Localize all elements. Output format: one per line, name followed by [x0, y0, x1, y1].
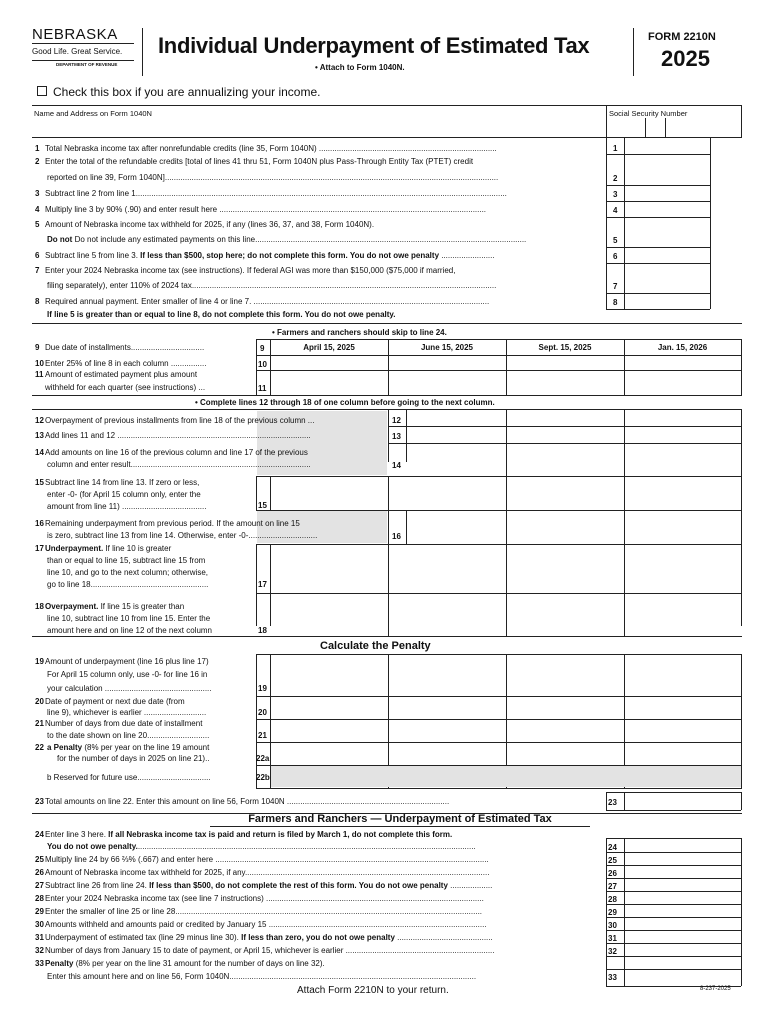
line-5-text-rest: Do not include any estimated payments on this line.......................................................................................................................... — [74, 235, 527, 244]
line-20-text-2: line 9), whichever is earlier ............................ — [47, 708, 207, 717]
name-address-label: Name and Address on Form 1040N — [34, 109, 152, 118]
line-4-amount[interactable] — [625, 202, 709, 217]
due-date-1: April 15, 2025 — [303, 343, 355, 352]
line-4-text: Multiply line 3 by 90% (.90) and enter result here ........................................................................................................................ — [45, 205, 487, 214]
line-5-amount[interactable] — [625, 232, 709, 247]
line-14-text-cont: column and enter result................................................................................. — [47, 460, 311, 469]
line-11-text: Amount of estimated payment plus amount — [45, 370, 198, 379]
line-6-text: Subtract line 5 from line 3. If less than $500, stop here; do not complete this form. You do not owe penalty ........................ — [45, 251, 495, 260]
line-9-text: Due date of installments................................. — [45, 343, 205, 352]
line-24-text: Enter line 3 here. If all Nebraska income tax is paid and return is filed by March 1, do not complete this form. — [45, 830, 453, 839]
line-18-text-2: line 10, subtract line 10 from line 15. Enter the — [47, 614, 211, 623]
annualizing-label: Check this box if you are annualizing your income. — [53, 85, 321, 99]
line-17-text-2: than or equal to line 15, subtract line 15 from — [47, 556, 206, 565]
line-7-text: Enter your 2024 Nebraska income tax (see instructions). If federal AGI was more than $150,000 ($75,000 if married, — [45, 266, 456, 275]
name-address-field[interactable] — [32, 106, 606, 136]
line-6-amount[interactable] — [625, 248, 709, 263]
line-28-text: Enter your 2024 Nebraska income tax (see line 7 instructions) .................................................................................................. — [45, 894, 484, 903]
line-3-amount[interactable] — [625, 186, 709, 201]
line-21-text: Number of days from due date of installment — [45, 719, 203, 728]
line-23-text: Total amounts on line 22. Enter this amount on line 56, Form 1040N ......................................................................... — [45, 797, 450, 806]
line-10-col1[interactable] — [271, 356, 387, 369]
line-17-text-3: line 10, and go to the next column; otherwise, — [47, 568, 208, 577]
line-24-text-2: You do not owe penalty......................................................................................................................................................... — [47, 842, 476, 851]
form-number: FORM 2210N — [648, 31, 716, 43]
form-title: Individual Underpayment of Estimated Tax — [158, 33, 590, 58]
line-3-text: Subtract line 2 from line 1....................................................................................................................................................................... — [45, 189, 507, 198]
logo-brand: NEBRASKA — [32, 26, 118, 43]
line-25-text: Multiply line 24 by 66 ⅔% (.667) and enter here ........................................................................................................................... — [45, 855, 489, 864]
line-8-note: If line 5 is greater than or equal to line 8, do not complete this form. You do not owe penalty. — [47, 310, 396, 319]
line-18-text-3: amount here and on line 12 of the next column — [47, 626, 212, 635]
line-7-amount[interactable] — [625, 278, 709, 293]
line-33-text: Penalty (8% per year on the line 31 amount for the number of days on line 32). — [45, 959, 325, 968]
line-22a-text-2: for the number of days in 2025 on line 21).. — [57, 754, 210, 763]
line-15-text-2: enter -0- (for April 15 column only, enter the — [47, 490, 201, 499]
line-2-amount[interactable] — [625, 170, 709, 185]
line-15-text-3: amount from line 11) ...................................... — [47, 502, 207, 511]
line-1-text: Total Nebraska income tax after nonrefundable credits (line 35, Form 1040N) ................................................................................ — [45, 144, 497, 153]
line-33-text-2: Enter this amount here and on line 56, Form 1040N............................................................................................................... — [47, 972, 477, 981]
farmers-skip-note: • Farmers and ranchers should skip to line 24. — [272, 328, 447, 337]
line-12-text: Overpayment of previous installments from line 18 of the previous column ... — [45, 416, 315, 425]
line-17-text-4: go to line 18..................................................... — [47, 580, 209, 589]
line-23-amount[interactable] — [625, 793, 740, 809]
line-30-text: Amounts withheld and amounts paid or credited by January 15 .................................................................................................. — [45, 920, 487, 929]
line-15-text: Subtract line 14 from line 13. If zero or less, — [45, 478, 200, 487]
line-19-text-2: For April 15 column only, use -0- for line 16 in — [47, 670, 208, 679]
penalty-title: Calculate the Penalty — [320, 640, 431, 652]
logo-tagline: Good Life. Great Service. — [32, 47, 123, 56]
line-29-text: Enter the smaller of line 25 or line 28.......................................................................................................................................... — [45, 907, 483, 916]
line-20-text: Date of payment or next due date (from — [45, 697, 185, 706]
annualizing-checkbox[interactable] — [37, 86, 47, 96]
due-date-3: Sept. 15, 2025 — [538, 343, 592, 352]
form-code: 8-237-2025 — [700, 986, 731, 992]
line-10-text: Enter 25% of line 8 in each column ................ — [45, 359, 207, 368]
ssn-label: Social Security Number — [609, 109, 688, 118]
complete-note: • Complete lines 12 through 18 of one column before going to the next column. — [195, 398, 495, 407]
line-19-text: Amount of underpayment (line 16 plus line 17) — [45, 657, 209, 666]
line-13-text: Add lines 11 and 12 ....................................................................................... — [45, 431, 311, 440]
line-22a-text: a Penalty (8% per year on the line 19 amount — [47, 743, 210, 752]
line-2-text: Enter the total of the refundable credits [total of lines 41 thru 51, Form 1040N plus Pass-Through Entity Tax (PTET) credit — [45, 157, 474, 166]
footer-attach: Attach Form 2210N to your return. — [297, 985, 449, 996]
farmers-title: Farmers and Ranchers — Underpayment of Estimated Tax — [248, 813, 552, 825]
logo — [32, 27, 142, 75]
line-8-text: Required annual payment. Enter smaller of line 4 or line 7. .......................................................................................................... — [45, 297, 490, 306]
line-32-text: Number of days from January 15 to date of payment, or April 15, whichever is earlier ................................................................... — [45, 946, 495, 955]
form-year: 2025 — [661, 46, 710, 71]
line-27-text: Subtract line 26 from line 24. If less than $500, do not complete the rest of this form. You do not owe penalty ................... — [45, 881, 493, 890]
due-date-2: June 15, 2025 — [420, 343, 474, 352]
line-8-amount[interactable] — [625, 294, 709, 309]
line-17-text: Underpayment. If line 10 is greater — [45, 544, 172, 553]
line-22b-text: b Reserved for future use................................. — [47, 773, 211, 782]
line-21-text-2: to the date shown on line 20............................ — [47, 731, 210, 740]
line-11-col1[interactable] — [271, 371, 387, 394]
line-18-text: Overpayment. If line 15 is greater than — [45, 602, 185, 611]
line-5-text: Amount of Nebraska income tax withheld for 2025, if any (lines 36, 37, and 38, Form 1040N). — [45, 220, 375, 229]
line-7-text-cont: filing separately), enter 110% of 2024 tax......................................................................................................................................... — [47, 281, 497, 290]
attach-note: • Attach to Form 1040N. — [315, 63, 405, 72]
line-31-text: Underpayment of estimated tax (line 29 minus line 30). If less than zero, you do not owe penalty ........................................... — [45, 933, 493, 942]
due-date-4: Jan. 15, 2026 — [657, 343, 708, 352]
line-19-text-3: your calculation ................................................ — [47, 684, 212, 693]
line-2-text-cont: reported on line 39, Form 1040N]...................................................................................................................................................... — [47, 173, 499, 182]
line-16-text-2: is zero, subtract line 13 from line 14. Otherwise, enter -0-............................... — [47, 531, 318, 540]
line-14-text: Add amounts on line 16 of the previous column and line 17 of the previous — [45, 448, 308, 457]
line-26-text: Amount of Nebraska income tax withheld for 2025, if any.............................................................................................................. — [45, 868, 490, 877]
ssn-field[interactable] — [607, 118, 741, 136]
logo-dept: DEPARTMENT OF REVENUE — [56, 62, 118, 67]
line-16-text: Remaining underpayment from previous period. If the amount on line 15 — [45, 519, 300, 528]
line-11-text-cont: withheld for each quarter (see instructions) ... — [45, 383, 206, 392]
line-5-text-cont: Do not Do not include any estimated payments on this line.......................................................................................................................... — [47, 235, 527, 244]
